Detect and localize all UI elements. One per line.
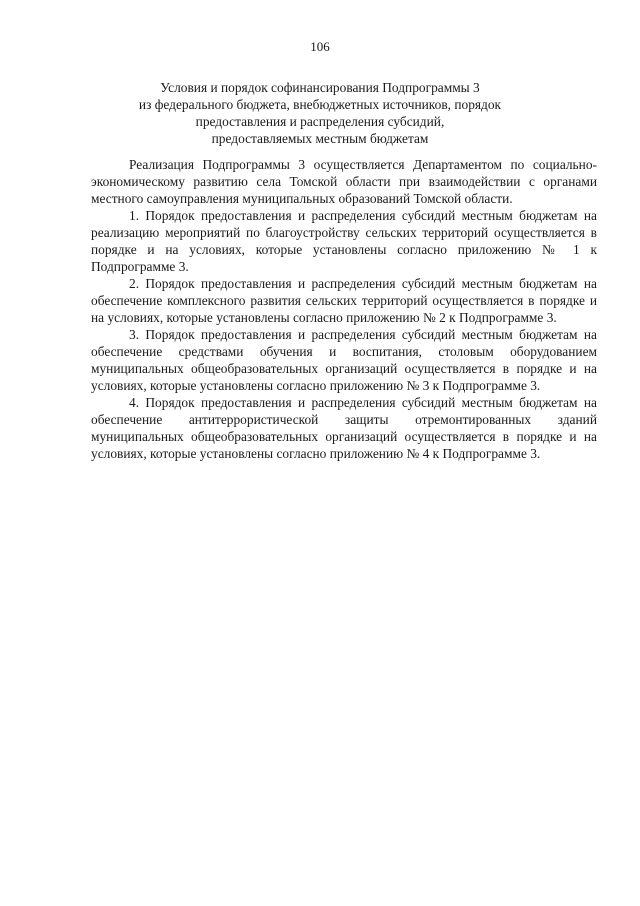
title-line: Условия и порядок софинансирования Подпрограммы 3: [160, 80, 480, 95]
page-number: 106: [310, 39, 330, 54]
title-line: предоставляемых местным бюджетам: [211, 131, 429, 146]
paragraph-item-1: 1. Порядок предоставления и распределения субсидий местным бюджетам на реализацию мероприятий по благоустройству сельских территорий осуществляется в порядке и на условиях, которые установлены согласно приложению № 1 к Подпрограмме 3.: [91, 208, 597, 274]
title-line: предоставления и распределения субсидий,: [195, 114, 445, 129]
paragraph-item-2: 2. Порядок предоставления и распределения субсидий местным бюджетам на обеспечение комплексного развития сельских территорий осуществляется в порядке и на условиях, которые установлены согласно приложению № 2 к Подпрограмме 3.: [91, 276, 597, 325]
document-body: [91, 156, 597, 462]
document-title: [80, 79, 560, 147]
title-line: из федерального бюджета, внебюджетных источников, порядок: [138, 97, 502, 112]
paragraph-item-4: 4. Порядок предоставления и распределения субсидий местным бюджетам на обеспечение антитеррористической защиты отремонтированных зданий муниципальных общеобразовательных организаций осуществляется в порядке и на условиях, которые установлены согласно приложению № 4 к Подпрограмме 3.: [91, 395, 597, 461]
paragraph-intro: Реализация Подпрограммы 3 осуществляется Департаментом по социально-экономическому развитию села Томской области при взаимодействии с органами местного самоуправления муниципальных образований Томской области.: [91, 157, 597, 206]
paragraph-item-3: 3. Порядок предоставления и распределения субсидий местным бюджетам на обеспечение средствами обучения и воспитания, столовым оборудованием муниципальных общеобразовательных организаций осуществляется в порядке и на условиях, которые установлены согласно приложению № 3 к Подпрограмме 3.: [91, 327, 597, 393]
